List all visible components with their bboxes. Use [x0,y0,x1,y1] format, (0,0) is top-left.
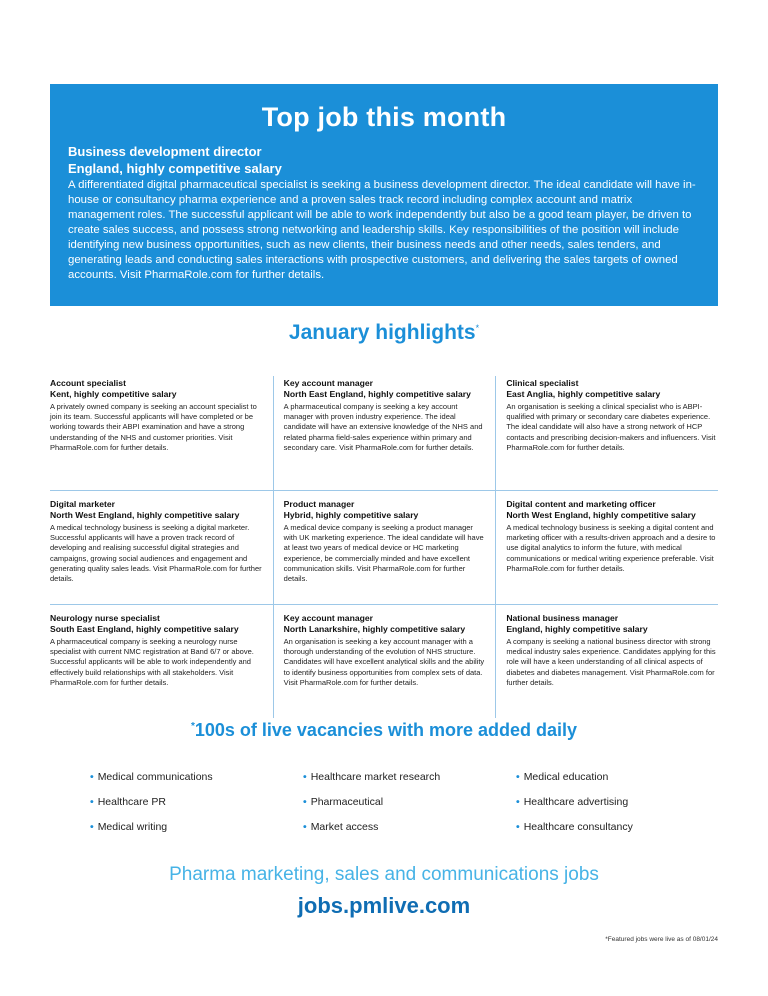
highlights-asterisk: * [475,323,480,333]
job-card [495,490,718,604]
list-item [90,815,303,840]
job-title: Key account manager [283,613,373,623]
job-title: Account specialist [50,378,126,388]
sector-label: Healthcare market research [310,771,441,783]
sector-column [516,765,729,840]
job-location: North West England, highly competitive salary [506,510,696,520]
top-job-heading: Top job this month [261,102,507,132]
job-card [273,490,496,604]
sector-label: Healthcare advertising [523,796,629,808]
job-description: A privately owned company is seeking an account specialist to join its team. Successful applicants will have completed or be working towards their ABPI examination and have a strong understanding of the NHS and customer priorities. Visit PharmaRole.com for further details. [50,402,257,452]
top-job-location: England, highly competitive salary [68,161,282,176]
bullet-icon: • [303,796,307,808]
sector-label: Medical education [523,771,609,783]
list-item [516,765,729,790]
site-link[interactable]: jobs.pmlive.com [297,893,471,918]
job-location: South East England, highly competitive salary [50,624,239,634]
job-description: An organisation is seeking a clinical specialist who is ABPI-qualified with primary or secondary care diabetes experience. The ideal candidate will also have a strong network of HCP contacts and prescribing decision-makers and influencers. Visit PharmaRole.com for further details. [506,402,716,452]
sector-column [90,765,303,840]
sector-label: Medical communications [97,771,213,783]
highlights-heading [0,321,768,345]
job-title: National business manager [506,613,619,623]
highlights-grid [50,376,718,718]
sector-column [303,765,516,840]
job-title: Digital marketer [50,499,115,509]
job-description: A medical technology business is seeking a digital marketer. Successful applicants will have a proven track record of developing and realising successful digital strategies and campaigns, growing social audiences and engagement and generating quality sales leads. Visit PharmaRole.com for further details. [50,523,262,584]
job-location: North West England, highly competitive salary [50,510,240,520]
job-card [50,490,273,604]
job-location: East Anglia, highly competitive salary [506,389,661,399]
bullet-icon: • [90,771,94,783]
vacancies-heading [0,720,768,741]
vacancies-heading-text: 100s of live vacancies with more added daily [194,720,578,740]
job-location: North Lanarkshire, highly competitive salary [283,624,466,634]
top-job-box [50,84,718,306]
vacancies-asterisk: * [190,721,195,732]
job-description: A pharmaceutical company is seeking a key account manager with proven industry experience. The ideal candidate will have an extensive knowledge of the NHS and related pharma field-sales experience within primary and secondary care. Visit PharmaRole.com for further details. [283,402,483,452]
list-item [90,765,303,790]
sector-label: Healthcare PR [97,796,166,808]
bullet-icon: • [303,771,307,783]
job-description: A pharmaceutical company is seeking a neurology nurse specialist with current NMC registration at Band 6/7 or above. Successful applicants will be able to work independently and effectively build relationships with all stakeholders. Visit PharmaRole.com for further details. [50,637,254,687]
sector-label: Healthcare consultancy [523,821,633,833]
top-job-subheading [68,143,700,177]
sector-label: Market access [310,821,379,833]
sector-list [90,765,730,840]
bullet-icon: • [303,821,307,833]
job-card [273,604,496,718]
list-item [516,790,729,815]
job-card [273,376,496,490]
list-item [303,790,516,815]
sector-label: Medical writing [97,821,168,833]
grid-row [50,604,718,718]
job-card [50,376,273,490]
job-description: A company is seeking a national business director with strong medical industry sales experience. Candidates applying for this role will have a keen understanding of all clinical aspects of diabetes and diabetes management. Visit PharmaRole.com for further details. [506,637,716,687]
job-card [495,604,718,718]
grid-row [50,376,718,490]
job-description: A medical technology business is seeking a digital content and marketing officer with a results-driven approach and a desire to use digital analytics to inform the future, with medical communications or medical writing experience preferable. Visit PharmaRole.com for further details. [506,523,716,573]
bullet-icon: • [90,796,94,808]
job-title: Key account manager [283,378,373,388]
bullet-icon: • [90,821,94,833]
job-location: Kent, highly competitive salary [50,389,177,399]
job-title: Clinical specialist [506,378,579,388]
job-description: An organisation is seeking a key account manager with a thorough understanding of the evolution of NHS structure. Candidates will have excellent analytical skills and the ability to identify business opportunities from complex sets of data. Visit PharmaRole.com for further details. [283,637,485,687]
top-job-title: Business development director [68,144,262,159]
footnote: *Featured jobs were live as of 08/01/24 [605,936,718,943]
list-item [303,765,516,790]
list-item [303,815,516,840]
footer-tagline: Pharma marketing, sales and communications jobs [169,864,599,885]
job-title: Digital content and marketing officer [506,499,656,509]
job-location: Hybrid, highly competitive salary [283,510,419,520]
list-item [516,815,729,840]
bullet-icon: • [516,771,520,783]
top-job-description: A differentiated digital pharmaceutical specialist is seeking a business development director. The ideal candidate will have in-house or consultancy pharma experience and a proven sales track record including complex account and matrix management roles. The successful applicant will be able to work independently but also be a good team player, be driven to create sales success, and possess strong networking and leadership skills. Key responsibilities of the position will include identifying new business opportunities, such as new clients, their business needs and other needs, sales tenders, and generating leads and conducting sales interactions with prospective customers, and delivering the sales targets of owned accounts. Visit PharmaRole.com for further details. [68,179,696,281]
job-title: Neurology nurse specialist [50,613,160,623]
sector-label: Pharmaceutical [310,796,384,808]
bullet-icon: • [516,796,520,808]
job-card [50,604,273,718]
job-description: A medical device company is seeking a product manager with UK marketing experience. The ideal candidate will have at least two years of medical device or HC marketing experience, be commercially minded and have excellent communication skills. Visit PharmaRole.com for further details. [283,523,484,584]
job-location: North East England, highly competitive salary [283,389,471,399]
job-title: Product manager [283,499,355,509]
highlights-heading-text: January highlights [288,321,476,344]
job-location: England, highly competitive salary [506,624,648,634]
grid-row [50,490,718,604]
bullet-icon: • [516,821,520,833]
list-item [90,790,303,815]
job-card [495,376,718,490]
